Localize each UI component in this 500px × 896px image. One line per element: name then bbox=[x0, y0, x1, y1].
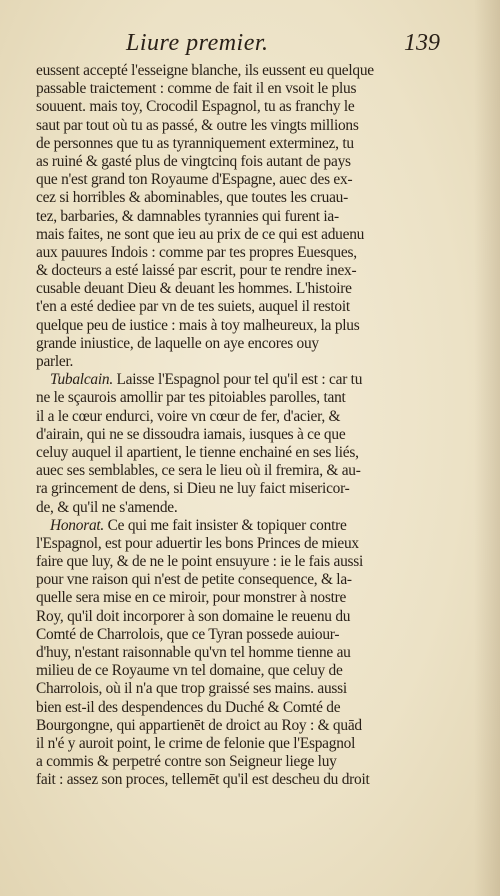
line-text: Laisse l'Espagnol pour tel qu'il est : car tu bbox=[116, 371, 363, 389]
text-line bbox=[36, 262, 472, 280]
text-line bbox=[36, 153, 472, 171]
text-line bbox=[36, 626, 472, 644]
speaker-name: Tubalcain. bbox=[50, 371, 113, 389]
line-text: milieu de ce Royaume vn tel domaine, que celuy de bbox=[36, 662, 343, 680]
line-text: il n'é y auroit point, le crime de felonie que l'Espagnol bbox=[36, 734, 356, 752]
text-line bbox=[36, 371, 472, 389]
text-line bbox=[36, 317, 472, 335]
text-line bbox=[36, 189, 472, 207]
line-text: l'Espagnol, est pour aduertir les bons Princes de mieux bbox=[36, 534, 359, 552]
text-line bbox=[36, 353, 472, 371]
text-line bbox=[36, 771, 472, 789]
page-number: 139 bbox=[404, 30, 440, 56]
text-line bbox=[36, 408, 472, 426]
line-text: souuent. mais toy, Crocodil Espagnol, tu as franchy le bbox=[36, 98, 355, 116]
text-line bbox=[36, 335, 472, 353]
speaker-name: Honorat. bbox=[50, 516, 105, 534]
line-text: de personnes que tu as tyranniquement exterminez, tu bbox=[36, 134, 354, 152]
page-header bbox=[36, 30, 468, 60]
body-text bbox=[36, 62, 472, 790]
text-line bbox=[36, 480, 472, 498]
line-text: auec ses semblables, ce sera le lieu où il fremira, & au- bbox=[36, 462, 361, 480]
text-line bbox=[36, 553, 472, 571]
running-title: Liure premier. bbox=[126, 30, 269, 56]
text-line bbox=[36, 135, 472, 153]
text-line bbox=[36, 208, 472, 226]
text-line bbox=[36, 499, 472, 517]
line-text: cusable deuant Dieu & deuant les hommes. L'histoire bbox=[36, 280, 352, 298]
text-line bbox=[36, 117, 472, 135]
line-text: as ruiné & gasté plus de vingtcinq fois autant de pays bbox=[36, 152, 351, 170]
line-text: il a le cœur endurci, voire vn cœur de fer, d'acier, & bbox=[36, 407, 341, 425]
line-text: a commis & perpetré contre son Seigneur liege luy bbox=[36, 753, 337, 771]
line-text: passable traictement : comme de fait il en vsoit le plus bbox=[36, 80, 357, 98]
line-text: que n'est grand ton Royaume d'Espagne, auec des ex- bbox=[36, 171, 353, 189]
line-text: ne le sçaurois amollir par tes pitoiables parolles, tant bbox=[36, 389, 346, 407]
line-text: Roy, qu'il doit incorporer à son domaine le reuenu du bbox=[36, 607, 351, 625]
text-line bbox=[36, 535, 472, 553]
line-text: t'en a esté dediee par vn de tes suiets, auquel il restoit bbox=[36, 298, 350, 316]
line-text: Comté de Charrolois, que ce Tyran possede auiour- bbox=[36, 625, 340, 643]
text-line bbox=[36, 644, 472, 662]
line-text: Charrolois, où il n'a que trop graissé ses mains. aussi bbox=[36, 680, 347, 698]
text-line bbox=[36, 571, 472, 589]
line-text: bien est-il des despendences du Duché & Comté de bbox=[36, 698, 341, 716]
text-line bbox=[36, 171, 472, 189]
line-text: pour vne raison qui n'est de petite consequence, & la- bbox=[36, 571, 352, 589]
line-text: tez, barbaries, & damnables tyrannies qui furent ia- bbox=[36, 207, 339, 225]
line-text: celuy auquel il apartient, le tienne enchainé en ses liés, bbox=[36, 443, 359, 461]
text-line bbox=[36, 298, 472, 316]
line-text: Ce qui me fait insister & topiquer contre bbox=[107, 516, 347, 534]
line-text: grande iniustice, de laquelle on aye encores ouy bbox=[36, 334, 319, 352]
line-text: d'huy, n'estant raisonnable qu'vn tel homme tienne au bbox=[36, 644, 351, 661]
line-text: & docteurs a esté laissé par escrit, pour te rendre inex- bbox=[36, 262, 357, 280]
text-line bbox=[36, 80, 472, 98]
text-line bbox=[36, 735, 472, 753]
line-text: fait : assez son proces, tellemēt qu'il est descheu du droit bbox=[36, 771, 370, 789]
line-text: eussent accepté l'esseigne blanche, ils eussent eu quelque bbox=[36, 62, 374, 79]
line-text: quelle sera mise en ce miroir, pour monstrer à nostre bbox=[36, 589, 347, 607]
line-text: d'airain, qui ne se dissoudra iamais, iusques à ce que bbox=[36, 425, 346, 443]
line-text: aux pauures Indois : comme par tes propres Euesques, bbox=[36, 243, 357, 261]
text-line bbox=[36, 717, 472, 735]
text-line bbox=[36, 389, 472, 407]
text-line bbox=[36, 444, 472, 462]
line-text: parler. bbox=[36, 353, 74, 370]
text-line bbox=[36, 680, 472, 698]
page-gutter-shadow bbox=[474, 0, 500, 896]
line-text: saut par tout où tu as passé, & outre les vingts millions bbox=[36, 116, 359, 134]
text-line bbox=[36, 589, 472, 607]
line-text: mais faites, ne sont que ieu au prix de ce qui est aduenu bbox=[36, 225, 365, 243]
line-text: de, & qu'il ne s'amende. bbox=[36, 498, 178, 516]
text-line bbox=[36, 62, 472, 80]
text-line bbox=[36, 280, 472, 298]
text-line bbox=[36, 462, 472, 480]
text-line bbox=[36, 517, 472, 535]
text-line bbox=[36, 608, 472, 626]
text-line bbox=[36, 244, 472, 262]
text-line bbox=[36, 699, 472, 717]
text-line bbox=[36, 226, 472, 244]
line-text: Bourgongne, qui appartienēt de droict au Roy : & quād bbox=[36, 716, 362, 734]
line-text: cez si horribles & abominables, que toutes les cruau- bbox=[36, 189, 348, 207]
line-text: quelque peu de iustice : mais à toy malheureux, la plus bbox=[36, 316, 360, 334]
text-line bbox=[36, 753, 472, 771]
line-text: ra grincement de dens, si Dieu ne luy faict misericor- bbox=[36, 480, 350, 498]
line-text: faire que luy, & de ne le point ensuyure : ie le fais aussi bbox=[36, 553, 364, 571]
text-line bbox=[36, 662, 472, 680]
text-line bbox=[36, 426, 472, 444]
text-line bbox=[36, 98, 472, 116]
